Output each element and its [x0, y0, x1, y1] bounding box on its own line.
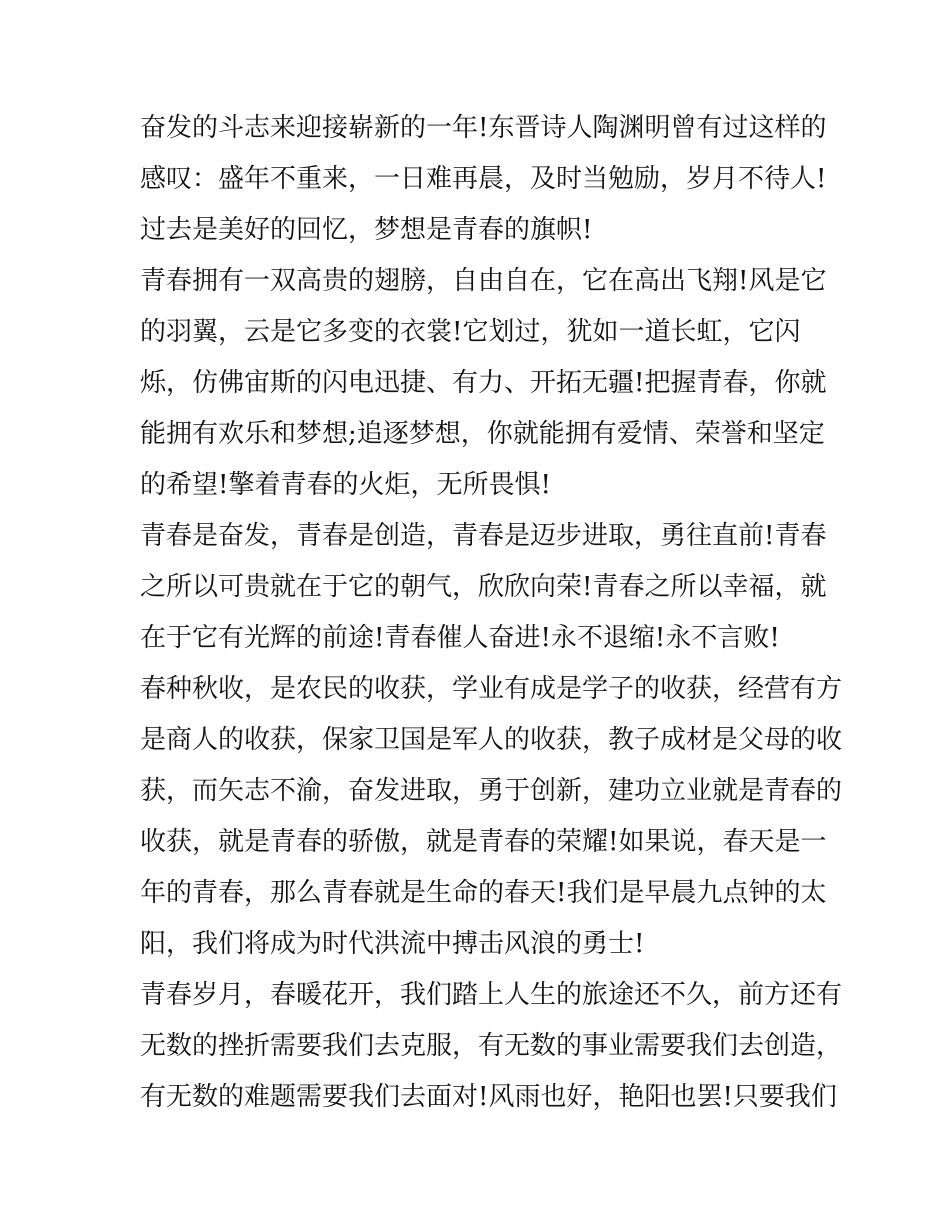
text-line: 是商人的收获，保家卫国是军人的收获，教子成材是父母的收 [140, 725, 843, 755]
text-line: 青春是奋发，青春是创造，青春是迈步进取，勇往直前!青春 [140, 521, 827, 551]
body-text [140, 103, 843, 1123]
text-line: 烁，仿佛宙斯的闪电迅捷、有力、开拓无疆!把握青春，你就 [140, 368, 827, 398]
text-line: 之所以可贵就在于它的朝气，欣欣向荣!青春之所以幸福，就 [140, 572, 827, 602]
text-line: 年的青春，那么青春就是生命的春天!我们是早晨九点钟的太 [140, 878, 827, 908]
text-line: 收获，就是青春的骄傲，就是青春的荣耀!如果说，春天是一 [140, 827, 827, 857]
text-line: 获，而矢志不渝，奋发进取，勇于创新，建功立业就是青春的 [140, 776, 843, 806]
text-line: 的希望!擎着青春的火炬，无所畏惧! [140, 470, 551, 500]
text-line: 有无数的难题需要我们去面对!风雨也好，艳阳也罢!只要我们 [140, 1082, 837, 1112]
text-line: 奋发的斗志来迎接崭新的一年!东晋诗人陶渊明曾有过这样的 [140, 113, 827, 143]
text-line: 的羽翼，云是它多变的衣裳!它划过，犹如一道长虹，它闪 [140, 317, 801, 347]
text-line: 青春拥有一双高贵的翅膀，自由自在，它在高出飞翔!风是它 [140, 266, 827, 296]
text-line: 感叹：盛年不重来，一日难再晨，及时当勉励，岁月不待人! [140, 164, 827, 194]
text-line: 春种秋收，是农民的收获，学业有成是学子的收获，经营有方 [140, 674, 843, 704]
text-line: 能拥有欢乐和梦想;追逐梦想，你就能拥有爱情、荣誉和坚定 [140, 419, 825, 449]
text-line: 无数的挫折需要我们去克服，有无数的事业需要我们去创造， [140, 1031, 843, 1061]
text-line: 阳，我们将成为时代洪流中搏击风浪的勇士! [140, 929, 645, 959]
text-line: 在于它有光辉的前途!青春催人奋进!永不退缩!永不言败! [140, 623, 780, 653]
text-line: 青春岁月，春暖花开，我们踏上人生的旅途还不久，前方还有 [140, 980, 843, 1010]
text-line: 过去是美好的回忆，梦想是青春的旗帜! [140, 215, 593, 245]
